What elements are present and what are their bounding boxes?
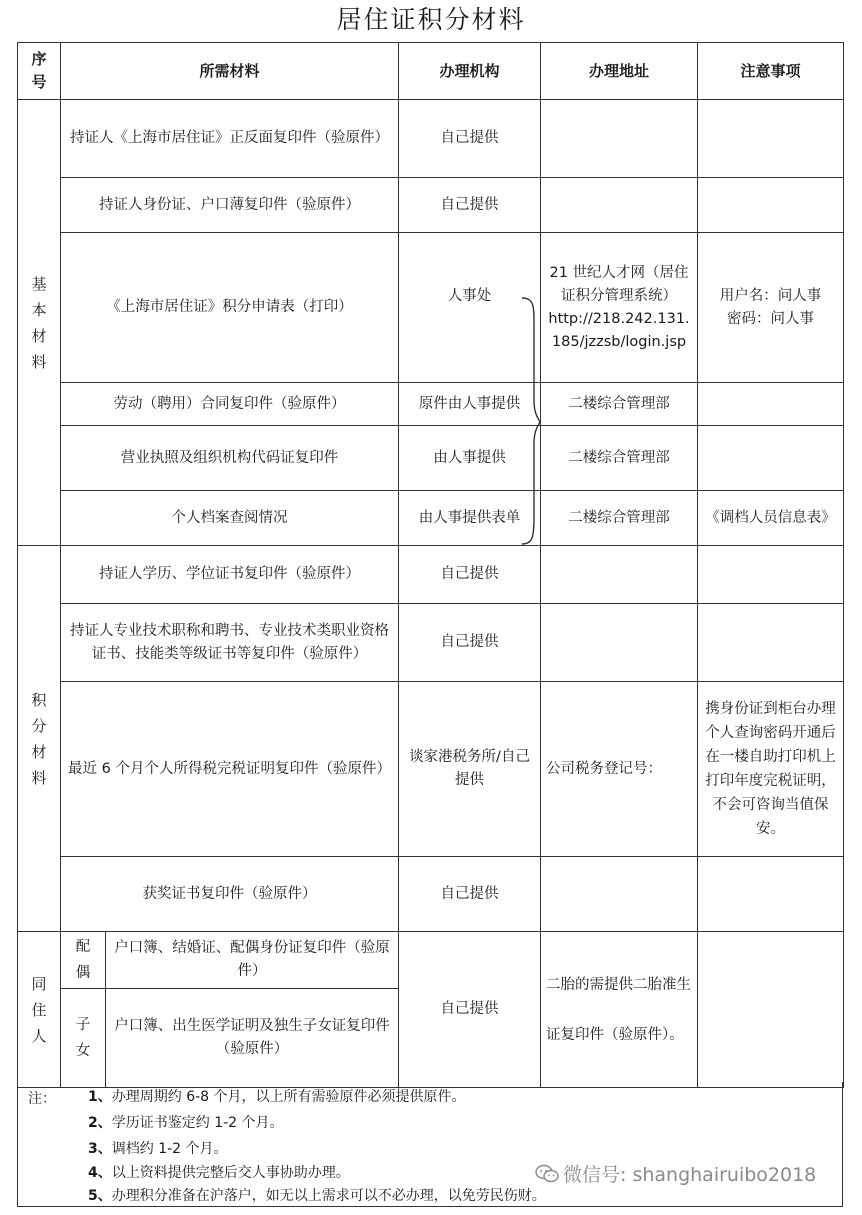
agency-cell: 自己提供 <box>399 604 541 682</box>
agency-cell: 自己提供 <box>399 857 541 932</box>
child-material: 户口簿、出生医学证明及独生子女证复印件（验原件） <box>106 989 399 1088</box>
agency-cell: 原件由人事提供 <box>399 383 541 426</box>
spouse-material: 户口簿、结婚证、配偶身份证复印件（验原件） <box>106 932 399 989</box>
note-cell <box>698 604 844 682</box>
note-cell <box>698 178 844 233</box>
address-cell: 二楼综合管理部 <box>541 383 698 426</box>
table-row <box>18 932 844 989</box>
material-cell: 最近 6 个月个人所得税完税证明复印件（验原件） <box>61 682 399 857</box>
table-row <box>18 491 844 546</box>
table-row <box>18 100 844 178</box>
table-row <box>18 546 844 604</box>
table-row <box>18 178 844 233</box>
note-item: 5、办理积分准备在沪落户，如无以上需求可以不必办理，以免劳民伤财。 <box>88 1188 546 1204</box>
cohabit-address: 二胎的需提供二胎准生证复印件（验原件）。 <box>541 932 698 1088</box>
watermark-text: 微信号: shanghairuibo2018 <box>563 1164 817 1186</box>
address-cell: 二楼综合管理部 <box>541 491 698 546</box>
cohabit-note <box>698 932 844 1088</box>
material-cell: 获奖证书复印件（验原件） <box>61 857 399 932</box>
note-item: 4、以上资料提供完整后交人事协助办理。 <box>88 1165 350 1181</box>
note-item: 2、学历证书鉴定约 1-2 个月。 <box>88 1115 284 1131</box>
section-basic: 基 本 材 料 <box>18 100 61 546</box>
table-row <box>18 682 844 857</box>
address-cell: 二楼综合管理部 <box>541 426 698 491</box>
note-cell: 携身份证到柜台办理个人查询密码开通后在一楼自助打印机上打印年度完税证明，不会可咨询当值保安。 <box>698 682 844 857</box>
table-row <box>18 426 844 491</box>
header-notes: 注意事项 <box>698 43 844 100</box>
address-cell: 公司税务登记号： <box>541 682 698 857</box>
header-row <box>18 43 844 100</box>
header-no: 序 号 <box>18 43 61 100</box>
notes-box <box>17 1082 843 1207</box>
material-cell: 营业执照及组织机构代码证复印件 <box>61 426 399 491</box>
address-cell <box>541 546 698 604</box>
note-item: 3、调档约 1-2 个月。 <box>88 1141 228 1157</box>
address-cell <box>541 178 698 233</box>
section-cohabit: 同 住 人 <box>18 932 61 1088</box>
section-points: 积 分 材 料 <box>18 546 61 932</box>
note-cell: 用户名：问人事 密码：问人事 <box>698 233 844 383</box>
material-cell: 个人档案查阅情况 <box>61 491 399 546</box>
note-cell <box>698 100 844 178</box>
material-cell: 劳动（聘用）合同复印件（验原件） <box>61 383 399 426</box>
table-row <box>18 233 844 383</box>
material-cell: 持证人专业技术职称和聘书、专业技术类职业资格证书、技能类等级证书等复印件（验原件） <box>61 604 399 682</box>
table-row <box>18 383 844 426</box>
table-row <box>18 857 844 932</box>
agency-cell: 谈家港税务所/自己提供 <box>399 682 541 857</box>
address-cell: 21 世纪人才网（居住证积分管理系统） http://218.242.131.185/jzzsb/login.jsp <box>541 233 698 383</box>
wechat-watermark <box>535 1160 816 1187</box>
header-materials: 所需材料 <box>61 43 399 100</box>
agency-cell: 自己提供 <box>399 546 541 604</box>
material-cell: 《上海市居住证》积分申请表（打印） <box>61 233 399 383</box>
note-cell <box>698 857 844 932</box>
note-cell <box>698 383 844 426</box>
material-cell: 持证人学历、学位证书复印件（验原件） <box>61 546 399 604</box>
header-agency: 办理机构 <box>399 43 541 100</box>
agency-cell: 由人事提供表单 <box>399 491 541 546</box>
table-row <box>18 604 844 682</box>
address-cell <box>541 100 698 178</box>
note-cell: 《调档人员信息表》 <box>698 491 844 546</box>
address-cell <box>541 857 698 932</box>
note-cell <box>698 546 844 604</box>
note-item: 1、办理周期约 6-8 个月，以上所有需验原件必须提供原件。 <box>88 1089 466 1105</box>
notes-heading: 注： <box>28 1091 56 1107</box>
brace-connector-icon <box>520 296 544 546</box>
agency-cell: 人事处 <box>399 233 541 383</box>
address-cell <box>541 604 698 682</box>
materials-table <box>17 42 844 1088</box>
material-cell: 持证人身份证、户口薄复印件（验原件） <box>61 178 399 233</box>
note-cell <box>698 426 844 491</box>
page-title: 居住证积分材料 <box>336 5 526 34</box>
agency-cell: 自己提供 <box>399 100 541 178</box>
header-address: 办理地址 <box>541 43 698 100</box>
agency-cell: 由人事提供 <box>399 426 541 491</box>
wechat-icon <box>535 1164 559 1184</box>
material-cell: 持证人《上海市居住证》正反面复印件（验原件） <box>61 100 399 178</box>
cohabit-agency: 自己提供 <box>399 932 541 1088</box>
spouse-label: 配 偶 <box>61 932 106 989</box>
child-label: 子 女 <box>61 989 106 1088</box>
agency-cell: 自己提供 <box>399 178 541 233</box>
